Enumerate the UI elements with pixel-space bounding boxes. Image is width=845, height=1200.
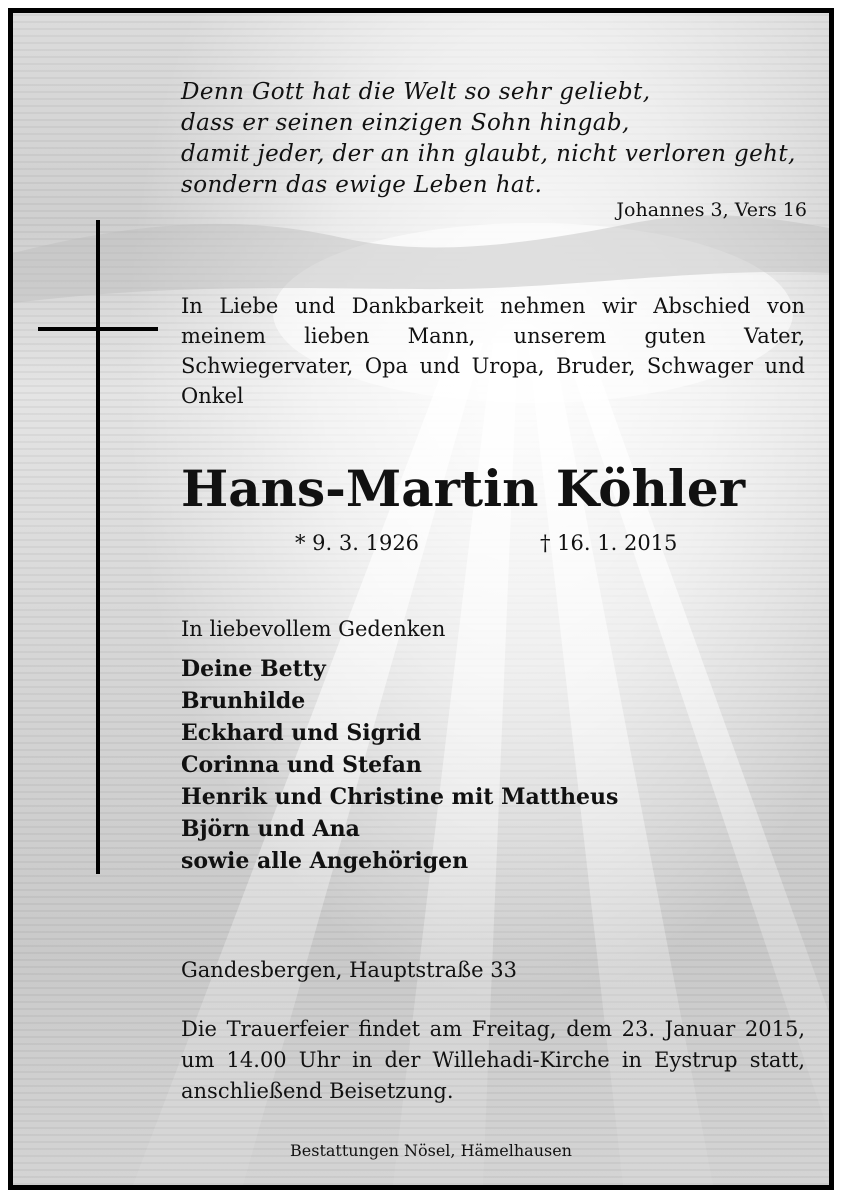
verse-line: Denn Gott hat die Welt so sehr geliebt, (181, 79, 651, 105)
verse-line: sondern das ewige Leben hat. (181, 172, 543, 198)
memory-line: In liebevollem Gedenken (181, 617, 446, 641)
family-address: Gandesbergen, Hauptstraße 33 (181, 958, 517, 982)
mourners-list (181, 653, 618, 877)
birth-date: * 9. 3. 1926 (295, 531, 420, 555)
mourner-name: Eckhard und Sigrid (181, 720, 422, 746)
mourner-name: Corinna und Stefan (181, 752, 422, 778)
mourner-name: Brunhilde (181, 688, 306, 714)
cross-vertical-bar (96, 220, 100, 874)
mourner-name: Deine Betty (181, 656, 326, 682)
service-details: Die Trauerfeier findet am Freitag, dem 23. Januar 2015, um 14.00 Uhr in der Willehadi-Kirche in Eystrup statt, anschließend Beisetzung. (181, 1017, 805, 1103)
funeral-home: Bestattungen Nösel, Hämelhausen (290, 1141, 572, 1160)
verse-line: damit jeder, der an ihn glaubt, nicht verloren geht, (181, 141, 796, 167)
cross-horizontal-bar (38, 327, 158, 331)
verse-line: dass er seinen einzigen Sohn hingab, (181, 110, 630, 136)
death-date: † 16. 1. 2015 (540, 531, 678, 555)
obituary-notice (8, 8, 834, 1190)
mourner-name: sowie alle Angehörigen (181, 848, 469, 874)
farewell-text: In Liebe und Dankbarkeit nehmen wir Abschied von meinem lieben Mann, unserem guten Vater, Schwiegervater, Opa und Uropa, Bruder, Schwager und Onkel (181, 294, 805, 408)
mourner-name: Henrik und Christine mit Mattheus (181, 784, 619, 810)
deceased-name: Hans-Martin Köhler (181, 459, 746, 518)
verse-reference: Johannes 3, Vers 16 (616, 199, 807, 221)
mourner-name: Björn und Ana (181, 816, 360, 842)
bible-verse (181, 77, 821, 201)
